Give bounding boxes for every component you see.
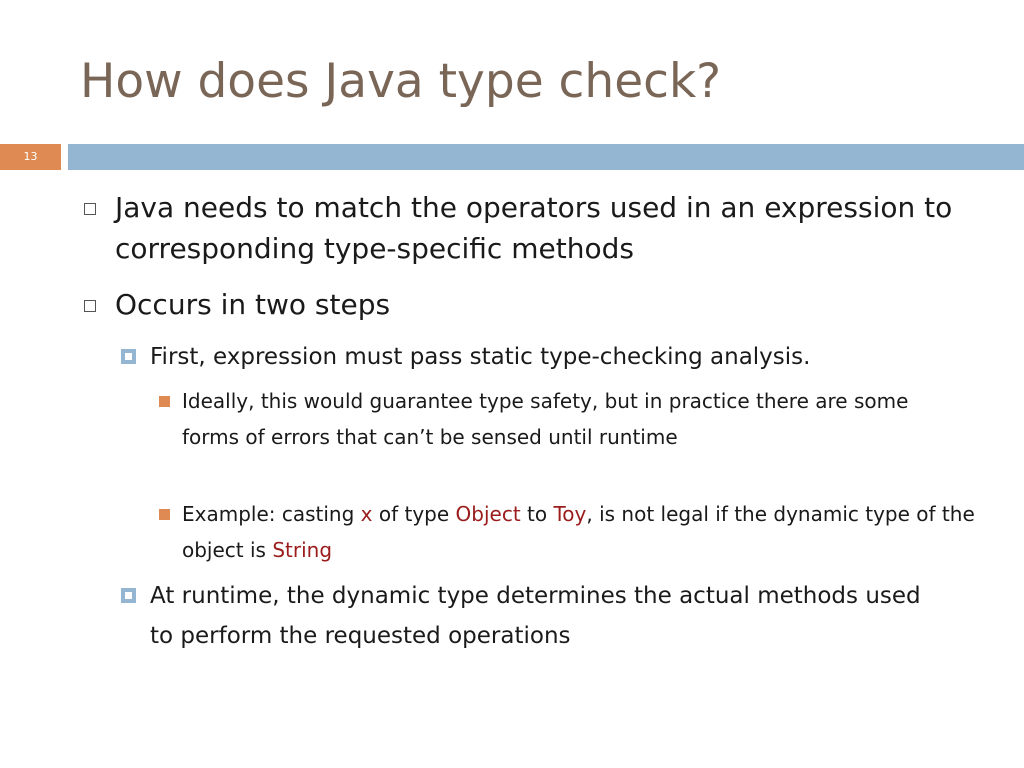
slide-title: How does Java type check? bbox=[80, 54, 722, 109]
blue-square-bullet-icon bbox=[121, 349, 136, 364]
bullet-text: At runtime, the dynamic type determines the actual methods used to perform the requested operations bbox=[150, 583, 921, 649]
orange-square-bullet-icon bbox=[159, 509, 170, 520]
sub-sub-bullet-ideally bbox=[182, 383, 942, 455]
hollow-square-bullet-icon bbox=[84, 300, 96, 312]
hollow-square-bullet-icon bbox=[84, 203, 96, 215]
slide-number: 13 bbox=[0, 144, 61, 170]
code-toy: Toy bbox=[553, 502, 587, 526]
example-text-2: of type bbox=[372, 502, 456, 526]
blue-square-bullet-icon bbox=[121, 588, 136, 603]
bullet-text: Ideally, this would guarantee type safety, but in practice there are some forms of errors that can’t be sensed until runtime bbox=[182, 389, 909, 449]
bullet-text: Occurs in two steps bbox=[115, 288, 391, 321]
code-string: String bbox=[272, 538, 333, 562]
bullet-text: First, expression must pass static type-checking analysis. bbox=[150, 344, 811, 370]
example-text-4: , is not legal if the dynamic type of the object is bbox=[182, 502, 975, 562]
bullet-java-needs-to-match bbox=[115, 187, 995, 269]
divider-blue-bar bbox=[68, 144, 1024, 170]
title-divider-bar bbox=[0, 144, 1024, 170]
code-object: Object bbox=[455, 502, 521, 526]
code-x: x bbox=[360, 502, 373, 526]
sub-sub-bullet-example bbox=[182, 496, 982, 568]
example-text-3: to bbox=[520, 502, 554, 526]
sub-bullet-static-type-checking bbox=[150, 337, 1010, 377]
example-text-1: Example: casting bbox=[182, 502, 361, 526]
bullet-occurs-in-two-steps bbox=[115, 284, 995, 325]
bullet-text bbox=[182, 496, 982, 568]
sub-bullet-at-runtime bbox=[150, 576, 930, 656]
bullet-text: Java needs to match the operators used in an expression to corresponding type-specific methods bbox=[115, 191, 953, 265]
orange-square-bullet-icon bbox=[159, 396, 170, 407]
